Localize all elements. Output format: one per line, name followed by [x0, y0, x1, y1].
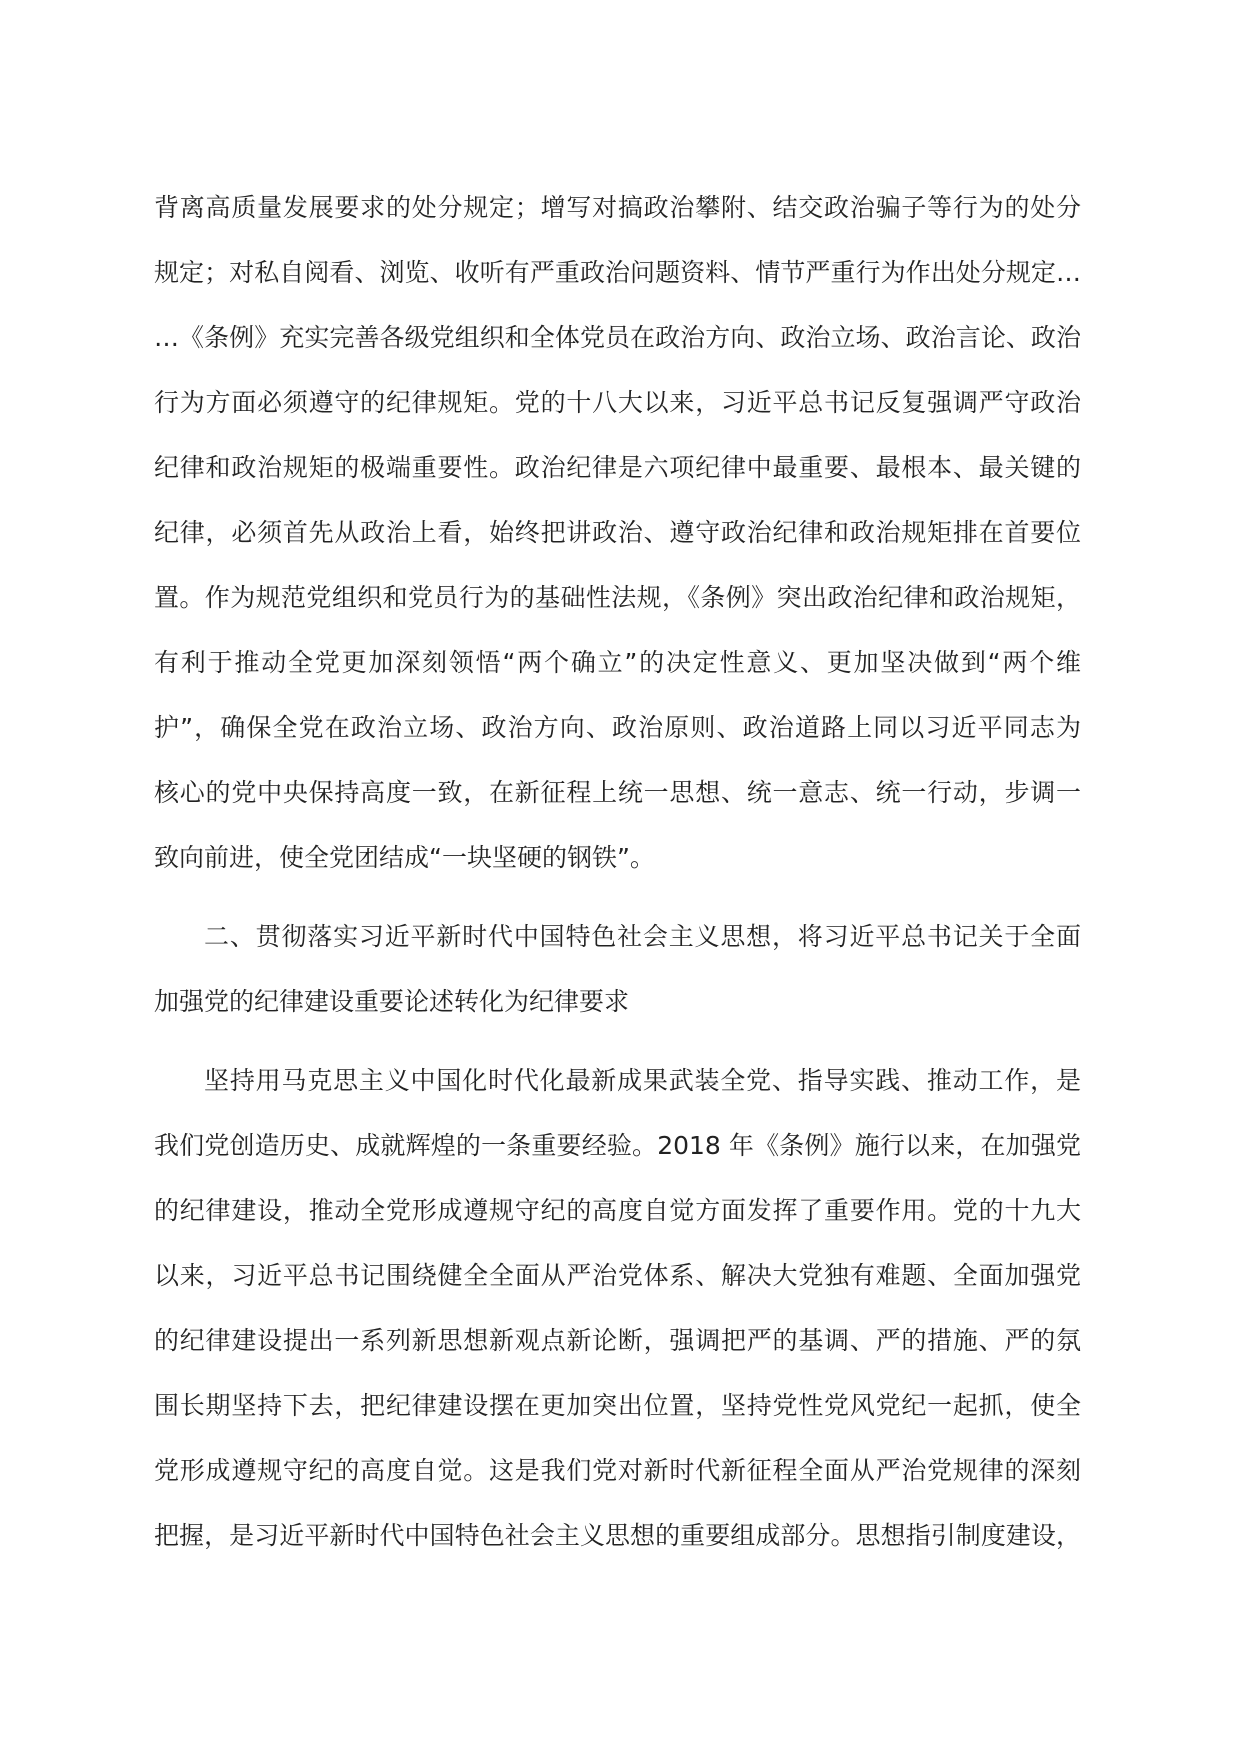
- text-line: 核心的党中央保持高度一致，在新征程上统一思想、统一意志、统一行动，步调一: [154, 778, 1081, 807]
- text-line: 的纪律建设提出一系列新思想新观点新论断，强调把严的基调、严的措施、严的氛: [154, 1326, 1081, 1355]
- text-line: 背离高质量发展要求的处分规定；增写对搞政治攀附、结交政治骗子等行为的处分: [154, 193, 1081, 222]
- text-line: 护”，确保全党在政治立场、政治方向、政治原则、政治道路上同以习近平同志为: [154, 713, 1081, 742]
- document-body: [154, 188, 1081, 1581]
- text-line: 把握，是习近平新时代中国特色社会主义思想的重要组成部分。思想指引制度建设，: [154, 1521, 1081, 1550]
- text-line: 党形成遵规守纪的高度自觉。这是我们党对新时代新征程全面从严治党规律的深刻: [154, 1456, 1081, 1485]
- text-line: 致向前进，使全党团结成“一块坚硬的钢铁”。: [154, 843, 655, 872]
- text-line: 有利于推动全党更加深刻领悟“两个确立”的决定性意义、更加坚决做到“两个维: [154, 648, 1081, 677]
- heading-line: 二、贯彻落实习近平新时代中国特色社会主义思想，将习近平总书记关于全面: [204, 922, 1081, 951]
- text-line: 置。作为规范党组织和党员行为的基础性法规，《条例》突出政治纪律和政治规矩，: [154, 583, 1081, 612]
- paragraph-2: [154, 1061, 1081, 1581]
- paragraph-gap: [154, 1047, 1081, 1061]
- section-heading: [154, 917, 1081, 1047]
- text-line: …《条例》充实完善各级党组织和全体党员在政治方向、政治立场、政治言论、政治: [154, 323, 1081, 352]
- text-line: 纪律和政治规矩的极端重要性。政治纪律是六项纪律中最重要、最根本、最关键的: [154, 453, 1081, 482]
- text-line: 行为方面必须遵守的纪律规矩。党的十八大以来，习近平总书记反复强调严守政治: [154, 388, 1081, 417]
- text-line: 以来，习近平总书记围绕健全全面从严治党体系、解决大党独有难题、全面加强党: [154, 1261, 1081, 1290]
- heading-line: 加强党的纪律建设重要论述转化为纪律要求: [154, 987, 630, 1016]
- paragraph-1: [154, 188, 1081, 903]
- text-line: 的纪律建设，推动全党形成遵规守纪的高度自觉方面发挥了重要作用。党的十九大: [154, 1196, 1081, 1225]
- paragraph-gap: [154, 903, 1081, 917]
- text-line: 坚持用马克思主义中国化时代化最新成果武装全党、指导实践、推动工作，是: [204, 1066, 1081, 1095]
- text-line: 纪律，必须首先从政治上看，始终把讲政治、遵守政治纪律和政治规矩排在首要位: [154, 518, 1081, 547]
- text-line: 围长期坚持下去，把纪律建设摆在更加突出位置，坚持党性党风党纪一起抓，使全: [154, 1391, 1081, 1420]
- text-line: 规定；对私自阅看、浏览、收听有严重政治问题资料、情节严重行为作出处分规定…: [154, 258, 1081, 287]
- text-line: 我们党创造历史、成就辉煌的一条重要经验。2018 年《条例》施行以来，在加强党: [154, 1131, 1081, 1160]
